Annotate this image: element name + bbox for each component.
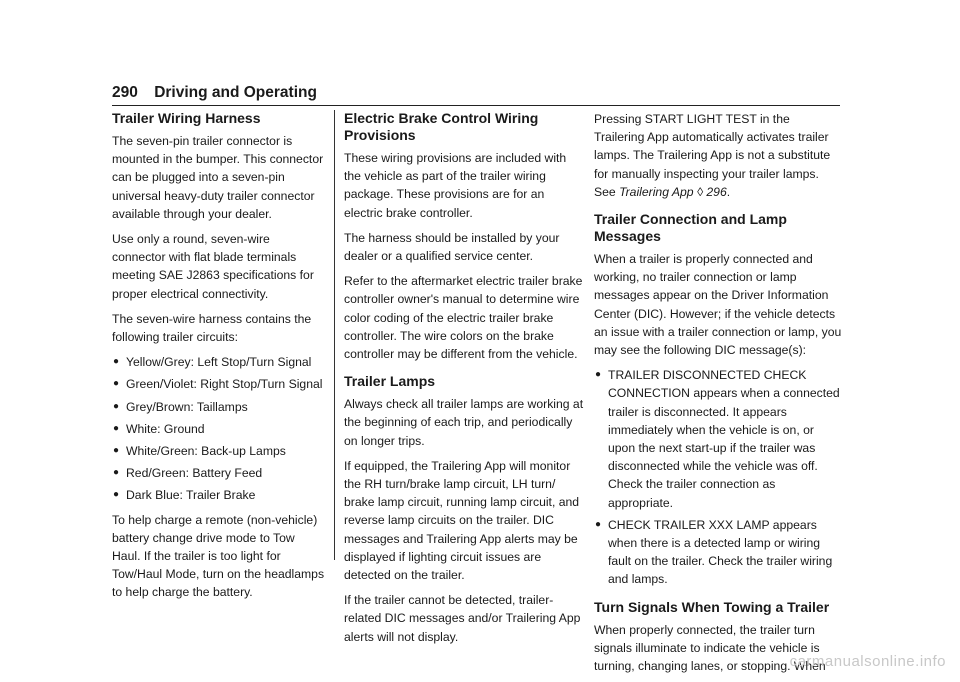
heading-electric-brake-control: Electric Brake Control Wiring Provisions (344, 110, 539, 143)
bullet-icon: ● (113, 356, 120, 368)
column-divider (334, 110, 335, 560)
heading-trailer-connection-messages: Trailer Connection and Lamp Messages (594, 211, 787, 245)
heading-turn-signals: Turn Signals When Towing a Trailer (594, 598, 830, 615)
list-item (112, 375, 326, 393)
section-title: Driving and Operating (154, 84, 317, 101)
paragraph-text: Pressing START LIGHT TEST in the Trailering App automatically activates trailer lamps. The Trailering App is not a substitute for manually inspecting your trailer lamps. See (594, 112, 831, 199)
list-item-text: Dark Blue: Trailer Brake (126, 488, 256, 503)
bullet-icon: ● (113, 422, 120, 434)
list-item (594, 366, 842, 512)
list-item-text: White/Green: Back-up Lamps (126, 444, 286, 459)
page-header (112, 84, 840, 106)
paragraph: When properly connected, the trailer turn signals illuminate to indicate the vehicle is turning, changing lanes, or stopping. When (594, 622, 826, 674)
bullet-icon: ● (595, 369, 602, 381)
page-reference-icon: ◊ (696, 184, 704, 199)
bullet-icon: ● (113, 489, 120, 501)
list-item-text: Green/Violet: Right Stop/Turn Signal (126, 377, 323, 392)
column-2 (344, 110, 584, 653)
list-item (112, 486, 326, 504)
paragraph: These wiring provisions are included with the vehicle as part of the trailer wiring package. These provisions are for an electric brake controller. (344, 151, 567, 220)
paragraph: The harness should be installed by your dealer or a qualified service center. (344, 230, 560, 264)
heading-trailer-lamps: Trailer Lamps (344, 373, 436, 390)
column-3 (594, 110, 842, 682)
list-item-text: CHECK TRAILER XXX LAMP appears when there is a detected lamp or wiring fault on the trailer. Check the trailer wiring and lamps. (608, 517, 833, 587)
cross-reference-link[interactable] (619, 185, 727, 199)
paragraph: Always check all trailer lamps are working at the beginning of each trip, and periodically on longer trips. (344, 397, 584, 448)
bullet-icon: ● (113, 445, 120, 457)
paragraph: The seven-wire harness contains the following trailer circuits: (112, 311, 312, 345)
bullet-icon: ● (113, 467, 120, 479)
list-item (594, 516, 842, 589)
list-item (112, 420, 326, 438)
paragraph: To help charge a remote (non-vehicle) battery change drive mode to Tow Haul. If the trailer is too light for Tow/Haul Mode, turn on the headlamps to help charge the battery. (112, 512, 325, 600)
paragraph: The seven-pin trailer connector is mounted in the bumper. This connector can be plugged into a seven-pin universal heavy-duty trailer connector available through your dealer. (112, 134, 324, 221)
list-item-text: Yellow/Grey: Left Stop/Turn Signal (126, 355, 312, 370)
bullet-icon: ● (113, 378, 120, 390)
watermark: carmanualsonline.info (789, 653, 946, 670)
paragraph: Use only a round, seven-wire connector with flat blade terminals meeting SAE J2863 specifications for proper electrical connectivity. (112, 232, 314, 301)
period: . (726, 184, 731, 199)
list-item-text: Grey/Brown: Taillamps (126, 399, 248, 414)
paragraph: Refer to the aftermarket electric trailer brake controller owner's manual to determine wire color coding of the electric trailer brake controller. The wire colors on the brake controller may be different from the vehicle. (344, 274, 583, 362)
circuit-list (112, 353, 326, 504)
paragraph: If equipped, the Trailering App will monitor the RH turn/brake lamp circuit, LH turn/ brake lamp circuit, running lamp circuit, and reverse lamp circuits on the trailer. DIC messages and Trailering App alerts may be displayed if lighting circuit issues are detected on the trailer. (344, 458, 580, 583)
list-item-text: White: Ground (126, 421, 205, 436)
paragraph: If the trailer cannot be detected, trailer-related DIC messages and/or Trailering App alerts will not display. (344, 593, 581, 644)
dic-message-list (594, 366, 842, 588)
heading-trailer-wiring-harness: Trailer Wiring Harness (112, 110, 261, 126)
list-item-text: TRAILER DISCONNECTED CHECK CONNECTION appears when a connected trailer is disconnected. It appears immediately when the vehicle is on, or upon the next start-up if the trailer was disconnected while the vehicle was off. Check the trailer connection as appropriate. (608, 368, 840, 510)
list-item (112, 464, 326, 482)
cross-reference-title: Trailering App (619, 184, 694, 199)
page-number: 290 (112, 84, 138, 101)
column-1 (112, 110, 326, 609)
paragraph: When a trailer is properly connected and working, no trailer connection or lamp messages appear on the Driver Information Center (DIC). However; if the vehicle detects an issue with a trailer connection or lamp, you may see the following DIC message(s): (594, 252, 842, 358)
bullet-icon: ● (113, 400, 120, 412)
bullet-icon: ● (595, 518, 602, 530)
list-item (112, 398, 326, 416)
list-item (112, 353, 326, 371)
cross-reference-page: 296 (706, 184, 727, 199)
list-item (112, 442, 326, 460)
paragraph (594, 110, 842, 201)
list-item-text: Red/Green: Battery Feed (126, 466, 263, 481)
